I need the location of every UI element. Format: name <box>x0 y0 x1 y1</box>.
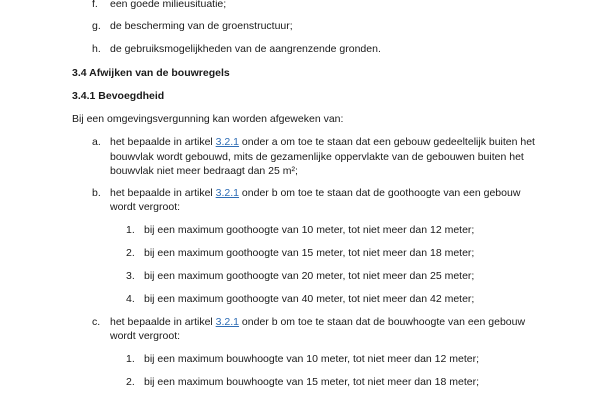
item-b-post: onder b om toe te staan dat de goothoogte van een gebouw <box>239 187 521 199</box>
article-link[interactable]: 3.2.1 <box>215 136 240 148</box>
list-item-label: g. <box>92 20 101 32</box>
item-a-pre: het bepaalde in artikel <box>110 136 216 148</box>
list-item-label: f. <box>92 0 98 10</box>
section-heading: 3.4 Afwijken van de bouwregels <box>72 67 230 79</box>
item-a-line3: bouwvlak niet meer bedraagt dan 25 m²; <box>110 165 298 177</box>
subitem-label: 1. <box>126 353 135 365</box>
subsection-heading: 3.4.1 Bevoegdheid <box>72 90 165 102</box>
item-b-pre: het bepaalde in artikel <box>110 187 216 199</box>
list-item-label: h. <box>92 43 101 55</box>
subitem-text: bij een maximum goothoogte van 15 meter, tot niet meer dan 18 meter; <box>144 247 475 259</box>
subitem-text: bij een maximum bouwhoogte van 10 meter, tot niet meer dan 12 meter; <box>144 353 480 365</box>
subitem-label: 2. <box>126 247 135 259</box>
item-c-label: c. <box>92 316 101 328</box>
item-c-post: onder b om toe te staan dat de bouwhoogte van een gebouw <box>239 316 526 328</box>
subitem-text: bij een maximum goothoogte van 10 meter, tot niet meer dan 12 meter; <box>144 224 475 236</box>
list-item-text: een goede milieusituatie; <box>110 0 227 10</box>
subitem-text: bij een maximum goothoogte van 40 meter, tot niet meer dan 42 meter; <box>144 293 475 305</box>
item-b-line1 <box>110 187 520 200</box>
item-c-line1 <box>110 316 525 329</box>
item-c-line2: wordt vergroot: <box>110 330 181 342</box>
list-item-text: de bescherming van de groenstructuur; <box>110 20 293 32</box>
intro-text: Bij een omgevingsvergunning kan worden afgeweken van: <box>72 113 344 125</box>
item-a-post: onder a om toe te staan dat een gebouw gedeeltelijk buiten het <box>239 136 535 148</box>
item-b-label: b. <box>92 187 101 199</box>
subitem-label: 3. <box>126 270 135 282</box>
list-item-text: de gebruiksmogelijkheden van de aangrenzende gronden. <box>110 43 381 55</box>
subitem-label: 1. <box>126 224 135 236</box>
subitem-label: 2. <box>126 376 135 388</box>
subitem-text: bij een maximum bouwhoogte van 15 meter, tot niet meer dan 18 meter; <box>144 376 480 388</box>
item-c-pre: het bepaalde in artikel <box>110 316 216 328</box>
article-link[interactable]: 3.2.1 <box>215 316 240 328</box>
item-b-line2: wordt vergroot: <box>110 201 181 213</box>
subitem-text: bij een maximum goothoogte van 20 meter, tot niet meer dan 25 meter; <box>144 270 475 282</box>
item-a-line1 <box>110 136 535 149</box>
article-link[interactable]: 3.2.1 <box>215 187 240 199</box>
subitem-label: 4. <box>126 293 135 305</box>
item-a-label: a. <box>92 136 101 148</box>
item-a-line2: bouwvlak wordt gebouwd, mits de gezamenlijke oppervlakte van de gebouwen buiten het <box>110 151 524 163</box>
